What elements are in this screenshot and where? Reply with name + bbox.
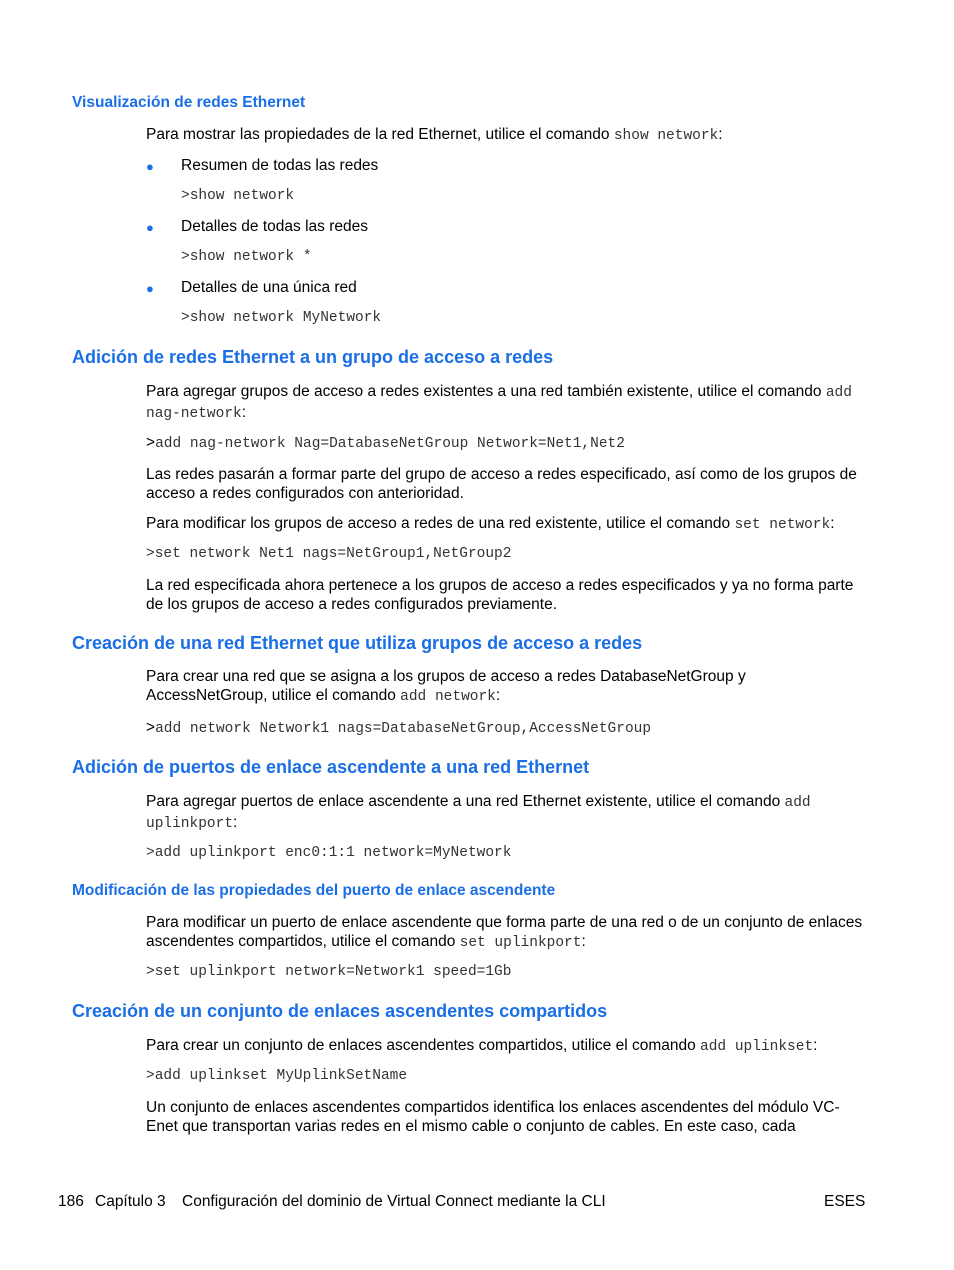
list-item-label: Detalles de todas las redes [181, 218, 368, 235]
section-heading-adicion-redes: Adición de redes Ethernet a un grupo de acceso a redes [72, 347, 554, 367]
bullet-icon: ● [146, 159, 154, 174]
code-line [146, 719, 651, 737]
inline-command: add nag-network [146, 385, 852, 422]
footer-locale: ESES [824, 1193, 866, 1210]
code-line [146, 434, 625, 452]
code-line: >show network [181, 188, 295, 204]
prompt-char: > [146, 719, 156, 736]
inline-command: show network [613, 128, 719, 144]
paragraph: Las redes pasarán a formar parte del grupo de acceso a redes especificado, así como de los grupos de acceso a redes configurados con anterioridad. [146, 466, 857, 502]
paragraph [146, 1036, 866, 1057]
section-heading-adicion-puertos: Adición de puertos de enlace ascendente a una red Ethernet [72, 757, 590, 777]
command-text: add network Network1 nags=DatabaseNetGroup,AccessNetGroup [155, 721, 652, 737]
code-line: >add uplinkport enc0:1:1 network=MyNetwork [146, 845, 512, 861]
paragraph [146, 382, 866, 424]
footer-page-number: 186 [58, 1193, 84, 1210]
paragraph-text: Para agregar grupos de acceso a redes existentes a una red también existente, utilice el comando [146, 383, 826, 400]
inline-command: add uplinkset [700, 1039, 814, 1055]
code-line: >show network * [181, 249, 312, 265]
section-heading-creacion-red: Creación de una red Ethernet que utiliza grupos de acceso a redes [72, 633, 643, 653]
inline-command: set uplinkport [459, 935, 582, 951]
section-heading-conjunto-enlaces: Creación de un conjunto de enlaces ascendentes compartidos [72, 1001, 608, 1021]
footer-chapter: Capítulo 3 [95, 1193, 166, 1210]
punctuation: : [718, 126, 723, 143]
section-heading-modificacion-puerto: Modificación de las propiedades del puerto de enlace ascendente [72, 882, 556, 899]
paragraph [146, 667, 866, 707]
punctuation: : [581, 933, 586, 950]
paragraph-text: Para modificar los grupos de acceso a redes de una red existente, utilice el comando [146, 515, 735, 532]
code-line: >add uplinkset MyUplinkSetName [146, 1068, 408, 1084]
paragraph-text: Para agregar puertos de enlace ascendente a una red Ethernet existente, utilice el comando [146, 793, 785, 810]
code-line: >show network MyNetwork [181, 310, 382, 326]
punctuation: : [233, 814, 238, 831]
paragraph: Un conjunto de enlaces ascendentes compartidos identifica los enlaces ascendentes del módulo VC-Enet que transportan varias redes en el mismo cable o conjunto de cables. En este caso, cada [146, 1099, 840, 1135]
code-line: >set uplinkport network=Network1 speed=1Gb [146, 964, 512, 980]
inline-command: add uplinkport [146, 795, 811, 832]
paragraph [146, 125, 866, 146]
paragraph-text: Para mostrar las propiedades de la red Ethernet, utilice el comando [146, 126, 614, 143]
paragraph [146, 792, 866, 834]
section-heading-visualizacion: Visualización de redes Ethernet [72, 94, 306, 111]
punctuation: : [830, 515, 835, 532]
paragraph [146, 913, 866, 953]
bullet-icon: ● [146, 220, 154, 235]
inline-command: set network [734, 517, 831, 533]
list-item-label: Resumen de todas las redes [181, 157, 379, 174]
paragraph [146, 514, 866, 535]
paragraph-text: Para crear un conjunto de enlaces ascendentes compartidos, utilice el comando [146, 1037, 701, 1054]
paragraph: La red especificada ahora pertenece a los grupos de acceso a redes especificados y ya no forma parte de los grupos de acceso a redes configurados previamente. [146, 577, 854, 613]
punctuation: : [813, 1037, 818, 1054]
bullet-icon: ● [146, 281, 154, 296]
prompt-char: > [146, 434, 156, 451]
command-text: add nag-network Nag=DatabaseNetGroup Network=Net1,Net2 [155, 436, 625, 452]
footer-chapter-title: Configuración del dominio de Virtual Connect mediante la CLI [182, 1193, 606, 1210]
paragraph-text: Para crear una red que se asigna a los grupos de acceso a redes DatabaseNetGroup y AccessNetGroup, utilice el comando [146, 668, 746, 704]
punctuation: : [241, 404, 247, 421]
inline-command: add network [400, 689, 496, 705]
code-line: >set network Net1 nags=NetGroup1,NetGroup2 [146, 546, 512, 562]
list-item-label: Detalles de una única red [181, 279, 357, 296]
paragraph-text: Para modificar un puerto de enlace ascendente que forma parte de una red o de un conjunto de enlaces ascendentes compartidos, utilice el comando [146, 914, 863, 950]
punctuation: : [495, 687, 501, 704]
